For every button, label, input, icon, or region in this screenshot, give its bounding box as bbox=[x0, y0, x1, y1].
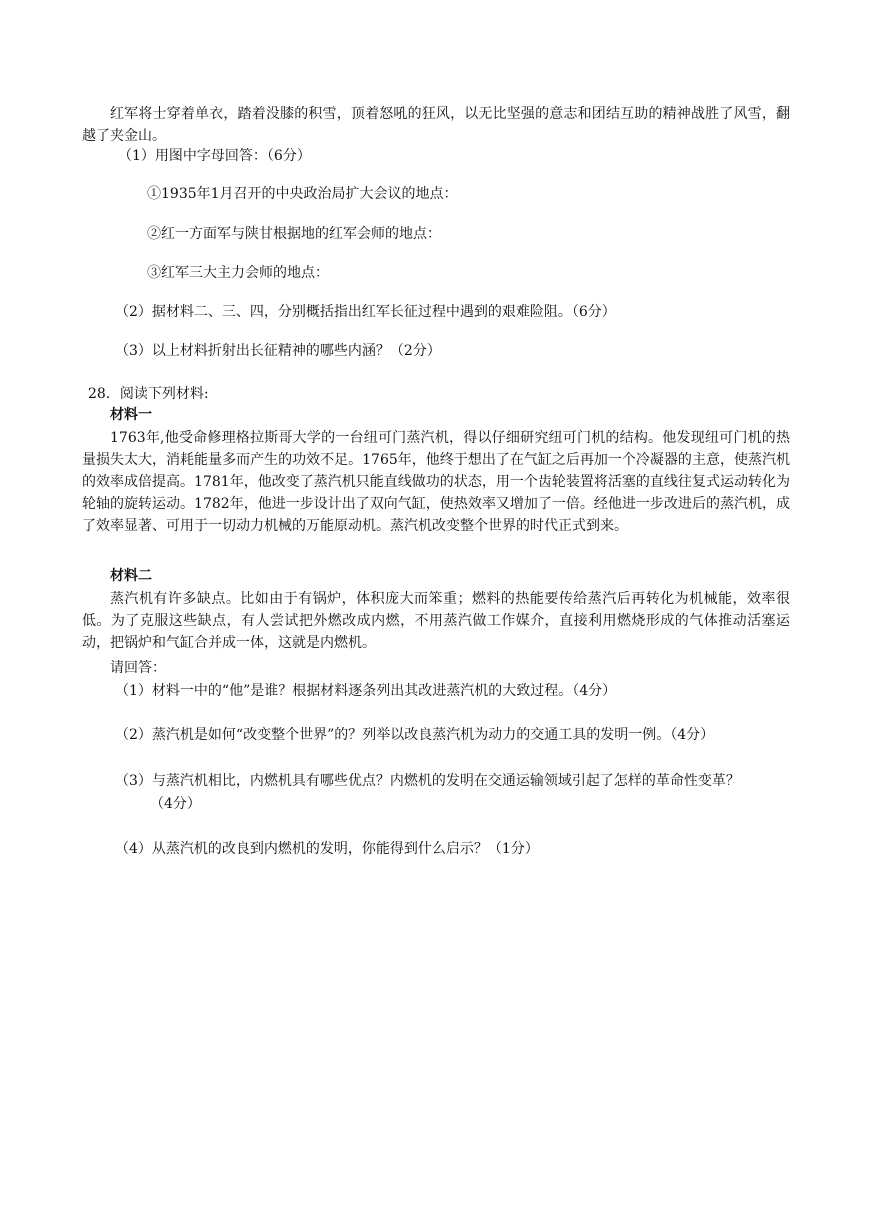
q28-question-2: （2）蒸汽机是如何“改变整个世界”的？列举以改良蒸汽机为动力的交通工具的发明一例。（4分） bbox=[115, 727, 715, 743]
q28-question-3-line-2: （4分） bbox=[150, 796, 201, 812]
material-2-text: 蒸汽机有许多缺点。比如由于有锅炉，体积庞大而笨重；燃料的热能要传给蒸汽后再转化为机械能，效率很低。为了克服这些缺点，有人尝试把外燃改成内燃，不用蒸汽做工作媒介，直接利用燃烧形成的气体推动活塞运动，把锅炉和气缸合并成一体，这就是内燃机。 bbox=[82, 591, 790, 651]
question-3: （3）以上材料折射出长征精神的哪些内涵？（2分） bbox=[115, 343, 441, 359]
material-1-text: 1763年,他受命修理格拉斯哥大学的一台纽可门蒸汽机，得以仔细研究纽可门机的结构。他发现纽可门机的热量损失太大，消耗能量多而产生的功效不足。1765年，他终于想出了在气缸之后再加一个冷凝器的主意，使蒸汽机的效率成倍提高。1781年，他改变了蒸汽机只能直线做功的状态，用一个齿轮装置将活塞的直线往复式运动转化为轮轴的旋转运动。1782年，他进一步设计出了双向气缸，使热效率又增加了一倍。经他进一步改进后的蒸汽机，成了效率显著、可用于一切动力机械的万能原动机。蒸汽机改变整个世界的时代正式到来。 bbox=[82, 430, 790, 534]
q28-question-1: （1）材料一中的“他”是谁？根据材料逐条列出其改进蒸汽机的大致过程。（4分） bbox=[115, 683, 617, 699]
answer-prompt: 请回答： bbox=[110, 660, 166, 676]
material-2-label: 材料二 bbox=[110, 568, 152, 584]
question-1-item-1: ①1935年1月召开的中央政治局扩大会议的地点： bbox=[147, 186, 458, 202]
q28-question-3-line-1: （3）与蒸汽机相比，内燃机具有哪些优点？内燃机的发明在交通运输领域引起了怎样的革命性变革？ bbox=[115, 773, 740, 789]
question-1-item-2: ②红一方面军与陕甘根据地的红军会师的地点： bbox=[147, 226, 441, 242]
question-2: （2）据材料二、三、四，分别概括指出红军长征过程中遇到的艰难险阻。（6分） bbox=[115, 304, 616, 320]
material-1-label: 材料一 bbox=[110, 407, 152, 423]
question-1: （1）用图中字母回答：（6分） bbox=[118, 148, 311, 164]
q28-question-4: （4）从蒸汽机的改良到内燃机的发明，你能得到什么启示？（1分） bbox=[115, 841, 539, 857]
question-28-title: 28．阅读下列材料: bbox=[88, 386, 209, 402]
long-march-intro-paragraph: 红军将士穿着单衣，踏着没膝的积雪，顶着怒吼的狂风，以无比坚强的意志和团结互助的精神战胜了风雪，翻越了夹金山。 bbox=[82, 106, 790, 144]
question-1-item-3: ③红军三大主力会师的地点： bbox=[147, 265, 329, 281]
